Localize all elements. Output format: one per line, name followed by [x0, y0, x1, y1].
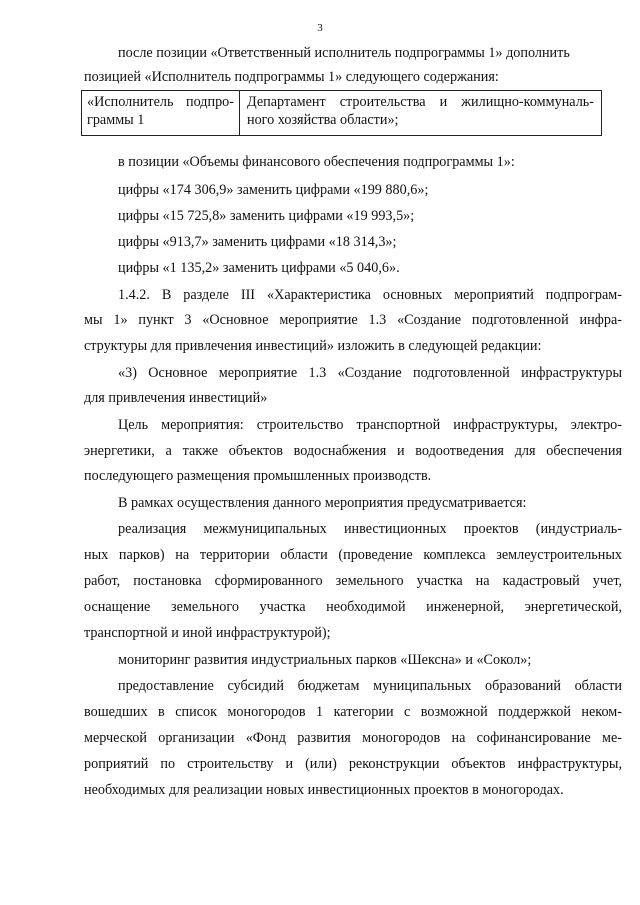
- table-cell-line: ного хозяйства области»;: [247, 112, 399, 128]
- table-cell-line: граммы 1: [87, 112, 145, 128]
- subsidies-line: предоставление субсидий бюджетам муниципальных образований области: [118, 678, 622, 694]
- volumes-heading: в позиции «Объемы финансового обеспечения подпрограммы 1»:: [118, 154, 515, 170]
- number-replacement: цифры «15 725,8» заменить цифрами «19 993,5»;: [118, 208, 415, 224]
- table-cell-value: [240, 91, 601, 135]
- implementation-line: оснащение земельного участка необходимой инженерной, энергетической,: [84, 599, 622, 615]
- intro-line: после позиции «Ответственный исполнитель подпрограммы 1» дополнить: [118, 45, 570, 61]
- table-cell-line: Департамент строительства и жилищно-коммуналь-: [247, 94, 594, 110]
- number-replacement: цифры «1 135,2» заменить цифрами «5 040,6».: [118, 260, 400, 276]
- implementation-line: реализация межмуниципальных инвестиционных проектов (индустриаль-: [118, 521, 622, 537]
- implementation-line: ных парков) на территории области (проведение комплекса землеустроительных: [84, 547, 622, 563]
- framework-line: В рамках осуществления данного мероприятия предусматривается:: [118, 495, 527, 511]
- table-cell-label: [82, 91, 240, 135]
- subsidies-line: вошедших в список моногородов 1 категории с возможной поддержкой неком-: [84, 704, 622, 720]
- subsidies-line: необходимых для реализации новых инвестиционных проектов в моногородах.: [84, 782, 564, 798]
- section-line: 1.4.2. В разделе III «Характеристика основных мероприятий подпрограм-: [118, 287, 622, 303]
- number-replacement: цифры «913,7» заменить цифрами «18 314,3»;: [118, 234, 397, 250]
- goal-line: Цель мероприятия: строительство транспортной инфраструктуры, электро-: [118, 417, 622, 433]
- goal-line: последующего размещения промышленных производств.: [84, 468, 432, 484]
- subsidies-line: мерческой организации «Фонд развития моногородов на софинансирование ме-: [84, 730, 622, 746]
- section-line: мы 1» пункт 3 «Основное мероприятие 1.3 «Создание подготовленной инфра-: [84, 312, 622, 328]
- implementation-line: транспортной и иной инфраструктурой);: [84, 625, 331, 641]
- event-line: для привлечения инвестиций»: [84, 390, 268, 406]
- number-replacement: цифры «174 306,9» заменить цифрами «199 880,6»;: [118, 182, 429, 198]
- monitoring-line: мониторинг развития индустриальных парков «Шексна» и «Сокол»;: [118, 652, 532, 668]
- implementation-line: работ, постановка сформированного земельного участка на кадастровый учет,: [84, 573, 622, 589]
- event-line: «3) Основное мероприятие 1.3 «Создание подготовленной инфраструктуры: [118, 365, 622, 381]
- executor-table: [81, 90, 602, 136]
- intro-line: позицией «Исполнитель подпрограммы 1» следующего содержания:: [84, 69, 499, 85]
- goal-line: энергетики, а также объектов водоснабжения и водоотведения для обеспечения: [84, 443, 622, 459]
- section-line: структуры для привлечения инвестиций» изложить в следующей редакции:: [84, 338, 542, 354]
- page-number: 3: [317, 22, 323, 34]
- table-cell-line: «Исполнитель подпро-: [87, 94, 234, 110]
- subsidies-line: роприятий по строительству и (или) реконструкции объектов инфраструктуры,: [84, 756, 622, 772]
